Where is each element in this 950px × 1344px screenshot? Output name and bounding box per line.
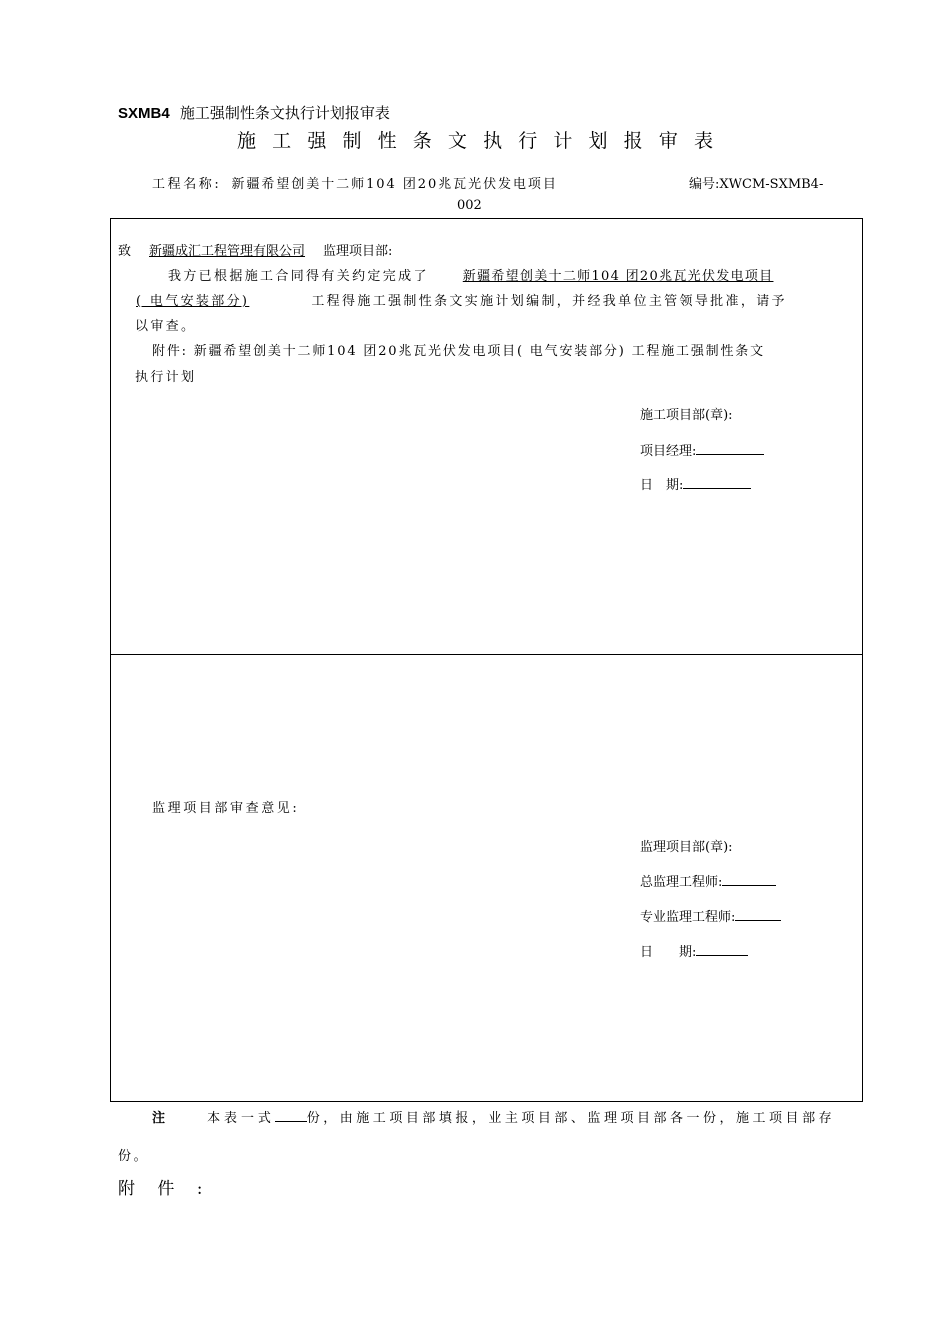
supervisor-dept-seal: 监理项目部(章): bbox=[640, 840, 733, 855]
body-line-1 bbox=[168, 265, 773, 284]
addressee-prefix: 致 bbox=[118, 244, 132, 259]
project-number bbox=[689, 173, 823, 192]
appendix-label: 附 件 : bbox=[118, 1179, 212, 1199]
supervisor-date-label: 日 期: bbox=[640, 945, 697, 960]
body-rest-1: 工程得施工强制性条文实施计划编制，并经我单位主管领导批准，请予 bbox=[311, 294, 787, 309]
contractor-date-label: 日 期: bbox=[640, 478, 684, 493]
note-label: 注 bbox=[152, 1111, 166, 1126]
chief-supervisor-sign bbox=[640, 871, 776, 890]
contractor-date-sign bbox=[640, 474, 751, 493]
attachment-line-1: 附件: 新疆希望创美十二师104 团20兆瓦光伏发电项目( 电气安装部分) 工程施工强制性条文 bbox=[152, 344, 765, 359]
project-number-part1: XWCM-SXMB4- bbox=[719, 177, 824, 192]
project-manager-blank bbox=[696, 442, 764, 455]
chief-supervisor-blank bbox=[722, 873, 776, 886]
contractor-date-blank bbox=[683, 476, 751, 489]
body-project-line1: 新疆希望创美十二师104 团20兆瓦光伏发电项目 bbox=[462, 269, 774, 284]
supervisor-opinion-label: 监理项目部审查意见: bbox=[152, 801, 300, 816]
chief-supervisor-label: 总监理工程师: bbox=[640, 875, 723, 890]
addressee-line bbox=[118, 240, 392, 259]
addressee-suffix: 监理项目部: bbox=[323, 244, 393, 259]
project-name: 新疆希望创美十二师104 团20兆瓦光伏发电项目 bbox=[231, 177, 558, 192]
specialist-supervisor-label: 专业监理工程师: bbox=[640, 910, 736, 925]
contractor-dept-seal: 施工项目部(章): bbox=[640, 408, 733, 423]
note-text-a: 本表一式 bbox=[207, 1111, 275, 1126]
note-line-2: 份。 bbox=[118, 1149, 150, 1164]
attachment-line-2: 执行计划 bbox=[135, 370, 197, 385]
project-manager-sign bbox=[640, 440, 764, 459]
note-line-1 bbox=[152, 1107, 835, 1126]
form-code-title: 施工强制性条文执行计划报审表 bbox=[179, 105, 390, 122]
supervisor-date-blank bbox=[696, 943, 748, 956]
note-text-b: 份，由施工项目部填报，业主项目部、监理项目部各一份，施工项目部存 bbox=[306, 1111, 836, 1126]
section-divider bbox=[110, 654, 863, 655]
form-code-line bbox=[118, 102, 390, 123]
body-line-2 bbox=[118, 290, 787, 309]
page-title: 施工强制性条文执行计划报审表 bbox=[237, 131, 730, 152]
body-project-line2: ( 电气安装部分) bbox=[136, 294, 250, 309]
project-manager-label: 项目经理: bbox=[640, 444, 697, 459]
body-intro: 我方已根据施工合同得有关约定完成了 bbox=[168, 269, 429, 284]
body-rest-2: 以审查。 bbox=[135, 319, 197, 334]
project-number-part2: 002 bbox=[457, 198, 482, 213]
form-code: SXMB4 bbox=[118, 105, 170, 122]
project-name-label: 工程名称: bbox=[152, 177, 222, 192]
copies-blank bbox=[275, 1109, 307, 1122]
project-number-label: 编号: bbox=[689, 177, 720, 192]
specialist-supervisor-blank bbox=[735, 908, 781, 921]
project-name-line bbox=[152, 173, 558, 192]
supervisor-date-sign bbox=[640, 941, 748, 960]
specialist-supervisor-sign bbox=[640, 906, 781, 925]
addressee-company: 新疆成汇工程管理有限公司 bbox=[149, 244, 306, 259]
